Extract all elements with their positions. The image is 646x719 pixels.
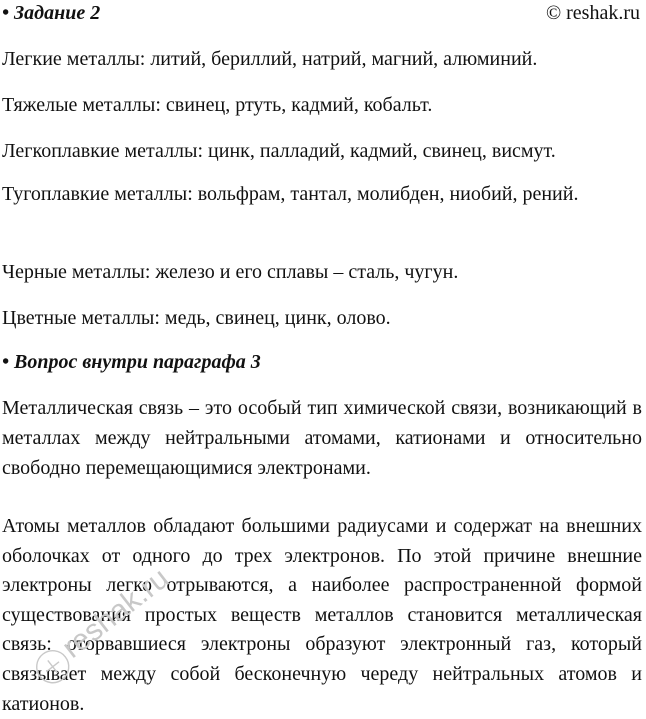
metallic-bond-explanation: Атомы металлов обладают большими радиусами и содержат на внешних оболочках от одного до трех электронов. По этой причине внешние электроны легко отрываются, а наиболее распространенной формой существования простых веществ металлов становится металлическая связь: оторвавшиеся электроны образуют электронный газ, который связывает между собой бесконечную череду нейтральных атомов и катионов. <box>2 515 642 715</box>
copyright-notice: © reshak.ru <box>545 2 640 24</box>
low-melting-metals-line: Легкоплавкие металлы: цинк, палладий, кадмий, свинец, висмут. <box>2 140 556 162</box>
nonferrous-metals-line: Цветные металлы: медь, свинец, цинк, олово. <box>2 307 391 329</box>
ferrous-metals-line: Черные металлы: железо и его сплавы – сталь, чугун. <box>2 261 459 283</box>
metallic-bond-definition: Металлическая связь – это особый тип химической связи, возникающий в металлах между нейтральными атомами, катионами и относительно свободно перемещающимися электронами. <box>2 397 642 479</box>
heavy-metals-line: Тяжелые металлы: свинец, ртуть, кадмий, кобальт. <box>2 94 433 116</box>
watermark-text: reshak.ru <box>56 561 176 665</box>
page-header <box>0 0 646 26</box>
light-metals-line: Легкие металлы: литий, бериллий, натрий, магний, алюминий. <box>2 48 538 70</box>
refractory-metals-line: Тугоплавкие металлы: вольфрам, тантал, молибден, ниобий, рений. <box>2 183 579 205</box>
task-heading: • Задание 2 <box>2 2 101 24</box>
question-heading: • Вопрос внутри параграфа 3 <box>2 351 261 373</box>
